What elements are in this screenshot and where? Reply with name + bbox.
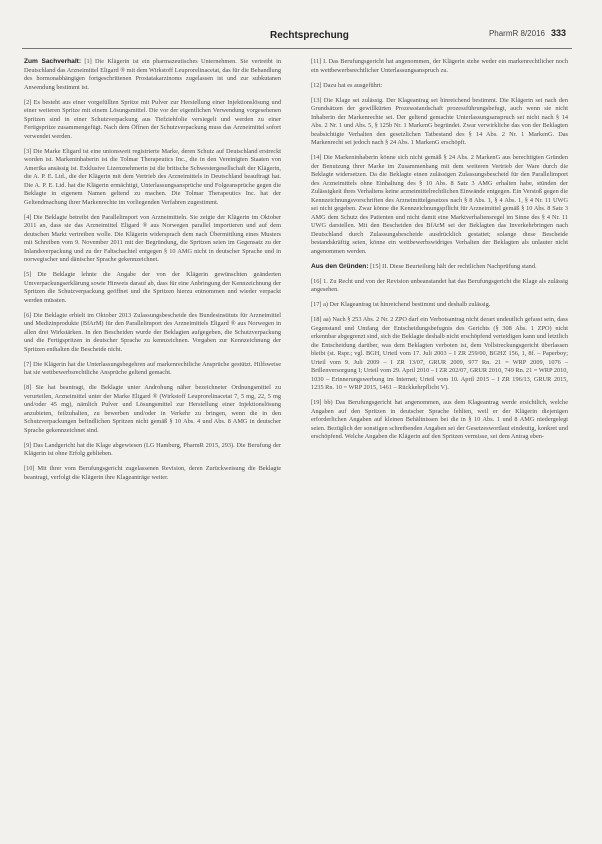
paragraph-text: [16] 1. Zu Recht und von der Revision unbeanstandet hat das Berufungsgericht die Klage als zulässig angesehen. (311, 277, 568, 293)
paragraph-text: [11] I. Das Berufungsgericht hat angenommen, der Klägerin stehe weder ein markenrechtlicher noch ein wettbewerbsrechtlicher Unterlassungsanspruch zu. (311, 58, 568, 74)
paragraph (24, 384, 281, 435)
section-heading: Zum Sachverhalt: (24, 58, 82, 65)
paragraph (311, 58, 568, 75)
paragraph (24, 361, 281, 378)
paragraph-text: [19] bb) Das Berufungsgericht hat angenommen, aus dem Klageantrag werde ersichtlich, welche Angaben auf den Spritzen in deutscher Sprache fehlten, weil er der Klägerin diejenigen erforderlichen Angaben auf kleinen Behältnissen bei die in § 10 Abs. 1 und 8 AMG niedergelegt seien. Bezüglich der sonstigen schreibenden Angaben sei der Gesetzeswortlaut eindeutig, konkret und erschöpfend. Welche Angaben die Klägerin auf den Spritzen vermisse, sei dem Antrag eben- (311, 399, 568, 440)
paragraph-text: [7] Die Klägerin hat die Unterlassungsbegehren auf markenrechtliche Ansprüche gestützt. Hilfsweise hat sie wettbewerbsrechtliche Ansprüche geltend gemacht. (24, 360, 281, 376)
paragraph (311, 82, 568, 91)
paragraph-text: [4] Die Beklagte betreibt den Parallelimport von Arzneimitteln. Sie zeigte der Klägerin im Oktober 2011 an, dass sie das Arzneimittel Eligard ® aus Norwegen parallel importieren und auf dem deutschen Markt vertreiben wolle. Die Klägerin widersprach dem nach Übermittlung eines Musters mit Schreiben vom 9. November 2011 mit der Begründung, die Spritzen seien im Gegensatz zu der Inlandsverpackung und zu der Faltschachtel entgegen § 10 AMG nicht in deutscher Sprache und in norwegischer und dänischer Sprache gekennzeichnet. (24, 213, 281, 263)
journal-info (489, 28, 566, 38)
paragraph-text: [3] Die Marke Eligard ist eine unionsweit registrierte Marke, deren Schutz auf Deutschland erstreckt worden ist. Markeninhaberin ist die Tolmar Therapeutics Inc., die in den Vereinigten Staaten von Amerika ansässig ist. Exklusive Lizenznehmerin ist die britische Schwestergesellschaft der Klägerin, die A. P. E. Ltd., die der Klägerin mit dem Vertrieb des Arzneimittels in Deutschland beauftragt hat. Die A. P. E. Ltd. hat die Klägerin ermächtigt, Unterlassungsansprüche und Folgeansprüche gegen die Beklagte in eigenem Namen geltend zu machen. Die Tolmar Therapeutics Inc. hat der Geltendmachung ihrer Markenrechte im vorliegenden Verfahren zugestimmt. (24, 147, 281, 206)
paragraph-text: [5] Die Beklagte lehnte die Angabe der von der Klägerin gewünschten geänderten Umverpackungserklärung sowie Hinweis darauf ab, dass für eine Anbringung der Kennzeichnung der Spritzen die Schutzverpackung geöffnet und die Spritzen hierzu entnommen und wieder verpackt werden müssten. (24, 271, 281, 304)
journal-issue: PharmR 8/2016 (488, 29, 545, 38)
paragraph-text: [6] Die Beklagte erhielt im Oktober 2013 Zulassungsbescheide des Bundesinstituts für Arzneimittel und Medizinprodukte (BfArM) für den Parallelimport des Arzneimittels Eligard ® aus Norwegen in allen drei Wirkstärken. In den Bescheiden wurde der Beklagten aufgegeben, die Schutzverpackung und die Fertigspritzen in deutscher Sprache zu kennzeichnen. Vorgaben zur Kennzeichnung der Spritzen enthalten die Bescheide nicht. (24, 311, 281, 353)
paragraph-text: [17] a) Der Klageantrag ist hinreichend bestimmt und deshalb zulässig. (311, 301, 491, 308)
paragraph (311, 263, 568, 272)
paragraph-text: [12] Dazu hat es ausgeführt: (311, 81, 383, 89)
paragraph-text: [14] Die Markeninhaberin könne sich nicht gemäß § 24 Abs. 2 MarkenG aus berechtigten Gründen der Benutzung ihrer Marke im Zusammenhang mit dem weiteren Vertrieb der Ware durch die Beklagte widersetzen. Da die Beklagte einen zulässigen Zulassungsbescheid für den Parallelimport des Arzneimittels ohne Einhaltung des § 10 Abs. 8 Satz 3 AMG erhalten habe, stünden der Zulässigkeit ihres Verhaltens keine arzneimittelrechtlichen Einwände entgegen. Ein Verstoß gegen die Kennzeichnungsvorschriften des Arzneimittelgesetzes nach § 8 Abs. 1, § 4 Abs. 1, § 4 Nr. 11 UWG sei nicht gegeben. Zwar könne die Kennzeichnungspflicht für Arzneimittel gemäß § 10 Abs. 8 Satz 3 AMG dem Schutz des Patienten und nicht damit eine Marktverhaltensregel im Sinne des § 4 Nr. 11 UWG darstellen. Mit den Bescheiden des BfArM sei der Beklagten das Inverkehrbringen nach Deutschland durch Zulassungsbescheide ausdrücklich gestattet; solange diese Bescheide bestandskräftig seien, könne ein wettbewerbswidriges Verhalten der Beklagten als unlauter nicht angenommen werden. (311, 154, 568, 255)
paragraph-text: [18] aa) Nach § 253 Abs. 2 Nr. 2 ZPO darf ein Verbotsantrag nicht derart undeutlich gefasst sein, dass Gegenstand und Umfang der Entscheidungsbefugnis des Gerichts (§ 308 Abs. 1 ZPO) nicht erkennbar abgegrenzt sind, sich die Beklagte deshalb nicht erschöpfend verteidigen kann und letztlich die Entscheidung darüber, was dem Beklagten verboten ist, dem Vollstreckungsgericht überlassen bleibt (st. Rspr.; vgl. BGH, Urteil vom 17. Juli 2003 – I ZR 259/00, BGHZ 156, 1, 8f. – Paperboy; Urteil vom 9. Juli 2009 – I ZR 13/07, GRUR 2009, 977 Rn. 21 = WRP 2009, 1076 – Brillenversorgung I; Urteil vom 29. April 2010 – I ZR 202/07, GRUR 2010, 749 Rn. 21 = WRP 2010, 1030 – Erinnerungswerbung im Internet; Urteil vom 10. April 2015 – I ZR 196/13, GRUR 2015, 1235 Rn. 10 = WRP 2015, 1461 – Rückkehrpflicht V). (311, 316, 568, 391)
paragraph-text: [10] Mit ihrer vom Berufungsgericht zugelassenen Revision, deren Zurückweisung die Beklagte beantragt, verfolgt die Klägerin ihre Klageanträge weiter. (24, 465, 281, 481)
paragraph (24, 465, 281, 482)
paragraph (311, 399, 568, 442)
paragraph (24, 312, 281, 355)
paragraph (24, 99, 281, 142)
paragraph (311, 97, 568, 148)
paragraph-text: [8] Sie hat beantragt, die Beklagte unter Androhung näher bezeichneter Ordnungsmittel zu verurteilen, Arzneimittel unter der Marke Eligard ® (Wirkstoff Leuprorelinacetat 7, 5 mg, 22, 5 mg und/oder 45 mg), nämlich Pulver und Lösungsmittel zur Herstellung einer Injektionslösung anzubieten, feilzuhalten, zu bewerben und/oder in Verkehr zu bringen, wenn die in den Schutzverpackungen befindlichen Spritzen nicht gemäß § 10 Abs. 4 und Abs. 8 AMG in deutscher Sprache gekennzeichnet sind. (24, 384, 281, 434)
header-divider (22, 48, 572, 49)
right-column (311, 58, 568, 448)
left-column (24, 58, 281, 489)
paragraph (311, 154, 568, 256)
paragraph (311, 278, 568, 295)
paragraph-text: [9] Das Landgericht hat die Klage abgewiesen (LG Hamburg, PharmR 2015, 293). Die Berufung der Klägerin ist ohne Erfolg geblieben. (24, 441, 281, 457)
paragraph (24, 271, 281, 305)
paragraph-text: [15] II. Diese Beurteilung hält der rechtlichen Nachprüfung stand. (368, 262, 537, 270)
paragraph-text: [2] Es besteht aus einer vorgefüllten Spritze mit Pulver zur Herstellung einer Injektionslösung und einer weiteren Spritze mit einem Lösungsmittel. Die vor der eigentlichen Verwendung vorgesehenen Spritzen sind in einer Schutzverpackung aus Tiefziehfolie versiegelt und werden zu einer Fertigspritze zusammengefügt. Nach dem Öffnen der Schutzverpackung muss das Arzneimittel sofort verwendet werden. (24, 98, 281, 140)
section-title: Rechtsprechung (270, 30, 349, 41)
paragraph-text: [13] Die Klage sei zulässig. Der Klageantrag sei hinreichend bestimmt. Die Klägerin sei nach den Grundsätzen der gewillkürten Prozessstandschaft prozessführungsbefugt, auch wenn sie nicht Inhaberin der Markenrechte sei. Der geltend gemachte Unterlassungsanspruch sei nicht nach § 14 Abs. 2 Nr. 1 und Abs. 5, § 125b Nr. 1 MarkenG begründet. Zwar verwirkliche das von der Beklagten beabsichtigte Verhalten den gesetzlichen Tatbestand des § 14 Abs. 2 Nr. 1 MarkenG. Das Markenrecht sei jedoch nach § 24 Abs. 1 MarkenG erschöpft. (311, 96, 568, 146)
paragraph (24, 442, 281, 459)
paragraph (24, 58, 281, 92)
section-heading: Aus den Gründen: (311, 262, 369, 270)
page-header (0, 20, 602, 50)
paragraph (24, 148, 281, 208)
paragraph (24, 214, 281, 265)
page-number: 333 (550, 28, 566, 38)
paragraph (311, 301, 568, 310)
paragraph-text: [1] Die Klägerin ist ein pharmazeutisches Unternehmen. Sie vertreibt in Deutschland das Arzneimittel Eligard ® mit dem Wirkstoff Leuprorelinacetat, das für die Behandlung des hormonabhängigen fortgeschrittenen Prostatakarzinoms zugelassen ist und zur subkutanen Anwendung bestimmt ist. (24, 58, 281, 91)
paragraph (311, 316, 568, 393)
